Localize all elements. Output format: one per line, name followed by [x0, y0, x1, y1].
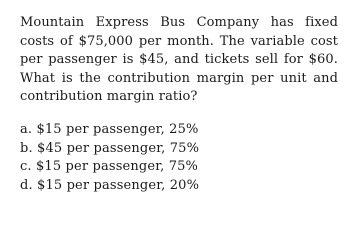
answer-option-c: c. $15 per passenger, 75%: [20, 159, 199, 175]
question-line: costs of $75,000 per month. The variable cost: [20, 33, 338, 49]
question-line: Mountain Express Bus Company has fixed: [20, 15, 338, 30]
answer-option-a: a. $15 per passenger, 25%: [20, 121, 199, 137]
question-text: [20, 14, 338, 107]
question-card: [20, 14, 338, 195]
answer-option-b: b. $45 per passenger, 75%: [20, 140, 200, 156]
answer-options: [20, 121, 338, 195]
question-line: per passenger is $45, and tickets sell for $60.: [20, 52, 338, 68]
answer-option-d: d. $15 per passenger, 20%: [20, 177, 200, 193]
question-line: What is the contribution margin per unit and: [20, 70, 338, 86]
question-line: contribution margin ratio?: [20, 89, 198, 105]
